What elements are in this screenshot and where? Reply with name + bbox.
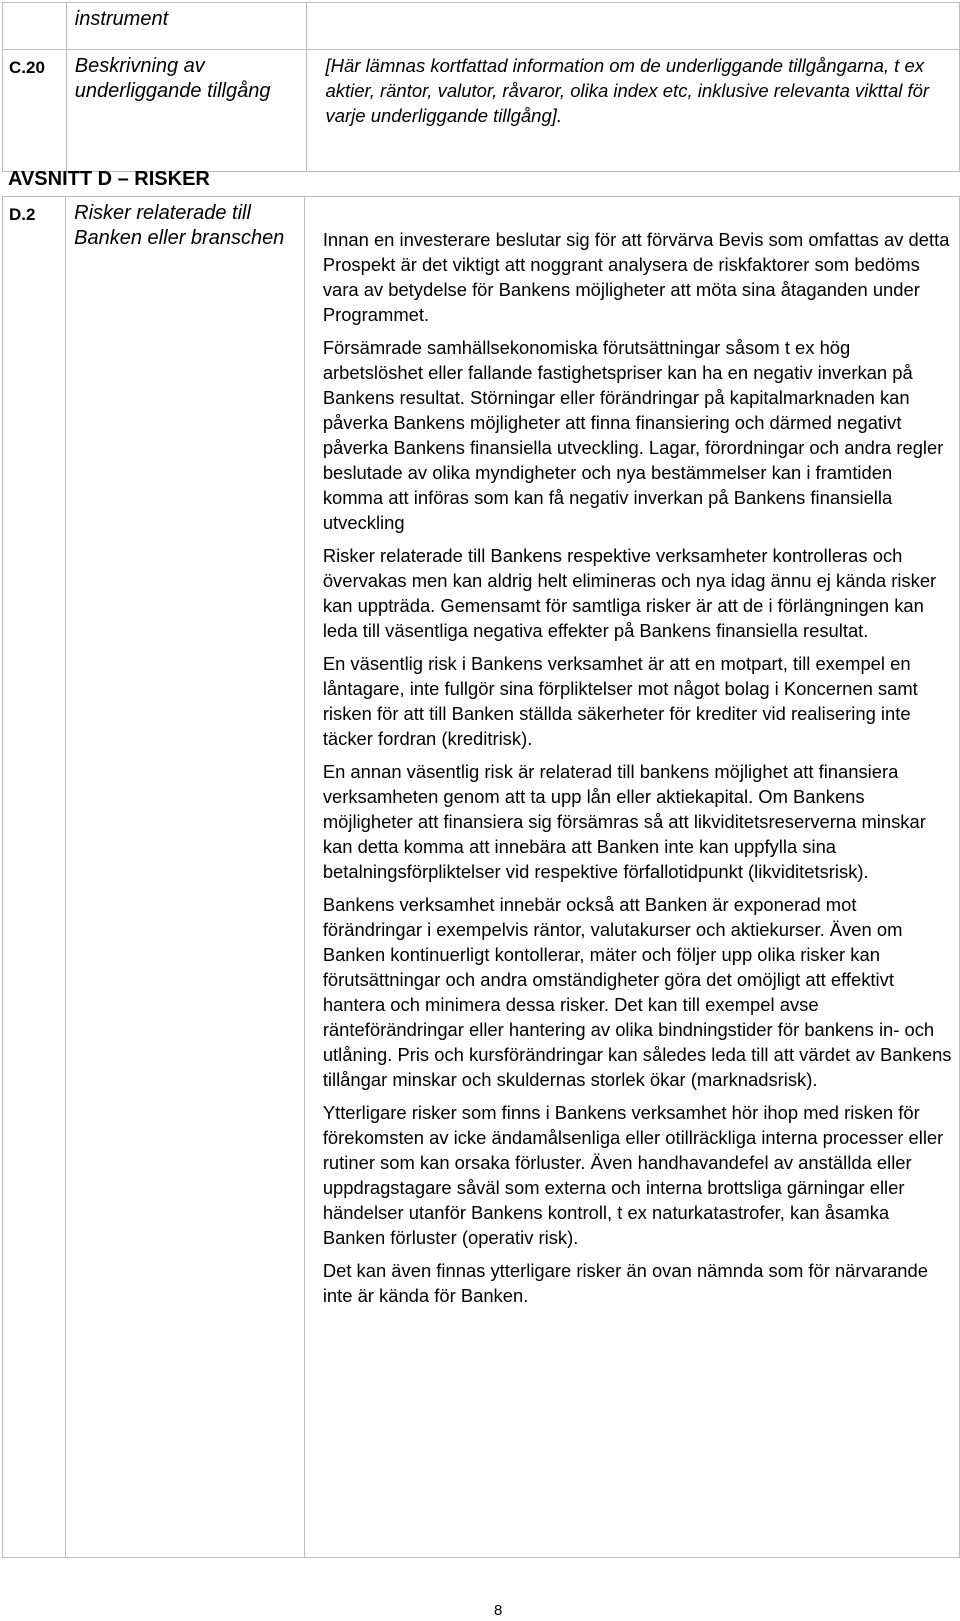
row-content (304, 197, 959, 1558)
number-cell (3, 3, 67, 50)
table-row (3, 3, 960, 50)
paragraph: Ytterligare risker som finns i Bankens verksamhet hör ihop med risken för förekomsten av icke ändamålsenliga eller otillräckliga interna processer eller rutiner som kan orsaka förluster. Även handhavandefel av anställda eller uppdragstagare såväl som externa och interna brottsliga gärningar eller händelser utanför Bankens kontroll, t ex naturkatastrofer, kan åsamka Banken förluster (operativ risk). (322, 1102, 944, 1248)
section-heading: AVSNITT D – RISKER (8, 168, 210, 190)
paragraph: Försämrade samhällsekonomiska förutsättningar såsom t ex hög arbetslöshet eller fallande fastighetspriser kan ha en negativ inverkan på Bankens resultat. Störningar eller förändringar på kapitalmarknaden kan påverka Bankens möjligheter att finna finansiering och därmed negativt påverka Bankens finansiella utveckling. Lagar, förordningar och andra regler beslutade av olika myndigheter och nya bestämmelser kan i framtiden komma att införas som kan få negativ inverkan på Bankens finansiella utveckling (322, 337, 944, 533)
paragraph: Det kan även finnas ytterligare risker än ovan nämnda som för närvarande inte är kända för Banken. (322, 1260, 928, 1306)
paragraph: Innan en investerare beslutar sig för att förvärva Bevis som omfattas av detta Prospekt är det viktigt att noggrant analysera de riskfaktorer som bedöms vara av betydelse för Bankens möjligheter att möta sina åtaganden under Programmet. (322, 229, 950, 325)
row-number: C.20 (3, 50, 67, 172)
table-row (3, 50, 960, 172)
paragraph: Risker relaterade till Bankens respektive verksamheter kontrolleras och övervakas men kan aldrig helt elimineras och nya idag ännu ej kända risker kan uppträda. Gemensamt för samtliga risker är att de i förlängningen kan leda till väsentliga negativa effekter på Bankens finansiella resultat. (322, 545, 937, 641)
row-label: Beskrivning av underliggande tillgång (66, 50, 307, 172)
paragraph: En väsentlig risk i Bankens verksamhet är att en motpart, till exempel en låntagare, inte fullgör sina förpliktelser mot något bolag i Koncernen samt risken för att till Banken ställda säkerheter för krediter vid realisering inte täcker fordran (kreditrisk). (322, 653, 918, 749)
table-row (3, 197, 960, 1558)
row-number: D.2 (3, 197, 66, 1558)
paragraph: Bankens verksamhet innebär också att Banken är exponerad mot förändringar i exempelvis räntor, valutakurser och aktiekurser. Även om Banken kontinuerligt kontollerar, mäter och följer upp olika risker kan förutsättningar och andra omständigheter göra det omöjligt att effektivt hantera och minimera dessa risker. Det kan till exempel avse ränteförändringar eller hantering av olika bindningstider för bankens in- och utlåning. Pris och kursförändringar kan således leda till att värdet av Bankens tillångar minskar och skuldernas storlek ökar (marknadsrisk). (322, 894, 952, 1090)
summary-table-d (2, 196, 960, 1558)
page-number: 8 (494, 1602, 503, 1619)
content-cell (307, 3, 960, 50)
row-content: [Här lämnas kortfattad information om de underliggande tillgångarna, t ex aktier, räntor, valutor, råvaror, olika index etc, inklusive relevanta vikttal för varje underliggande tillgång]. (307, 50, 960, 172)
summary-table-c (2, 2, 960, 172)
paragraph: En annan väsentlig risk är relaterad till bankens möjlighet att finansiera verksamheten genom att ta upp lån eller aktiekapital. Om Bankens möjligheter att finansiera sig försämras så att likviditetsreserverna minskar kan detta komma att innebära att Banken inte kan uppfylla sina betalningsförpliktelser vid respektive förfallotidpunkt (likviditetsrisk). (322, 761, 926, 882)
row-label: instrument (66, 3, 307, 50)
row-label: Risker relaterade till Banken eller branschen (66, 197, 305, 1558)
